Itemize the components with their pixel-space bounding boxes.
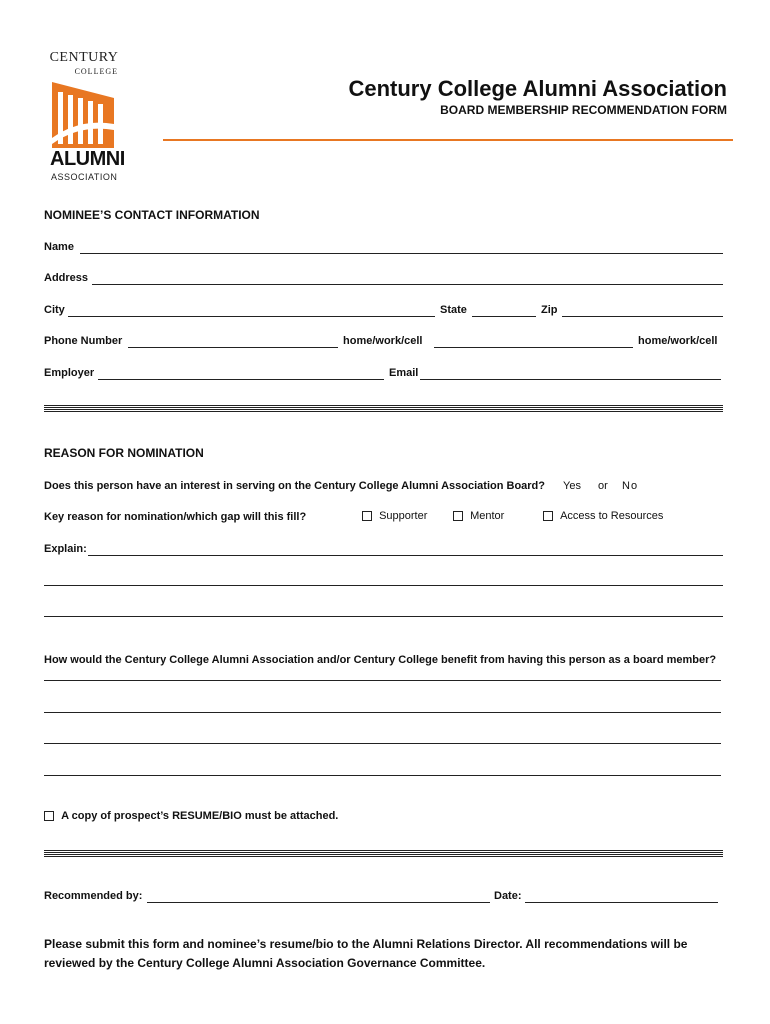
phone-field-2[interactable] [434, 347, 633, 348]
mentor-checkbox[interactable] [453, 511, 463, 521]
no-option[interactable]: No [622, 480, 639, 492]
logo-word-century: CENTURY [49, 50, 119, 65]
section-divider-1 [44, 405, 723, 413]
benefit-line-4[interactable] [44, 775, 721, 776]
state-field[interactable] [472, 316, 536, 317]
explain-label: Explain: [44, 543, 87, 555]
header-accent-line [163, 139, 733, 141]
employer-label: Employer [44, 367, 95, 379]
explain-line-2[interactable] [44, 585, 723, 586]
access-label: Access to Resources [560, 510, 664, 522]
building-icon [50, 78, 116, 148]
recommended-by-label: Recommended by: [44, 890, 143, 902]
form-subtitle: BOARD MEMBERSHIP RECOMMENDATION FORM [440, 103, 727, 117]
key-reason-question: Key reason for nomination/which gap will this fill? [44, 511, 307, 523]
closing-instructions: Please submit this form and nominee’s resume/bio to the Alumni Relations Director. All recommendations will be reviewed by the Century College Alumni Association Governance Committee. [44, 937, 688, 970]
address-label: Address [44, 272, 89, 284]
contact-heading: NOMINEE’S CONTACT INFORMATION [44, 208, 260, 222]
century-college-logo [48, 50, 125, 184]
resume-checkbox[interactable] [44, 811, 54, 821]
email-field[interactable] [420, 379, 721, 380]
explain-line-3[interactable] [44, 616, 723, 617]
yes-option[interactable]: Yes [563, 480, 581, 492]
phone-field-1[interactable] [128, 347, 338, 348]
resume-note [44, 810, 338, 822]
zip-label: Zip [541, 304, 558, 316]
state-label: State [440, 304, 467, 316]
email-label: Email [389, 367, 419, 379]
phone-type-2: home/work/cell [638, 335, 718, 347]
form-title: Century College Alumni Association [348, 76, 727, 101]
reason-heading: REASON FOR NOMINATION [44, 446, 204, 460]
supporter-checkbox[interactable] [362, 511, 372, 521]
benefit-line-3[interactable] [44, 743, 721, 744]
mentor-label: Mentor [470, 510, 505, 522]
name-field[interactable] [80, 253, 723, 254]
zip-field[interactable] [562, 316, 723, 317]
interest-question: Does this person have an interest in serving on the Century College Alumni Association Board? [44, 480, 545, 492]
employer-field[interactable] [98, 379, 384, 380]
supporter-option[interactable] [362, 510, 427, 522]
explain-line-1[interactable] [88, 555, 723, 556]
city-label: City [44, 304, 65, 316]
benefit-line-1[interactable] [44, 680, 721, 681]
recommended-by-field[interactable] [147, 902, 490, 903]
logo-word-college: COLLEGE [74, 67, 118, 76]
name-label: Name [44, 241, 74, 253]
date-field[interactable] [525, 902, 718, 903]
mentor-option[interactable] [453, 510, 504, 522]
phone-label: Phone Number [44, 335, 123, 347]
access-option[interactable] [543, 510, 663, 522]
date-label: Date: [494, 890, 522, 902]
city-field[interactable] [68, 316, 435, 317]
or-text: or [598, 480, 608, 492]
section-divider-2 [44, 850, 723, 858]
benefit-line-2[interactable] [44, 712, 721, 713]
phone-type-1: home/work/cell [343, 335, 423, 347]
benefit-question: How would the Century College Alumni Association and/or Century College benefit from having this person as a board member? [44, 654, 717, 666]
logo-word-association: ASSOCIATION [51, 172, 118, 182]
supporter-label: Supporter [379, 510, 428, 522]
address-field[interactable] [92, 284, 723, 285]
access-checkbox[interactable] [543, 511, 553, 521]
logo-word-alumni: ALUMNI [50, 148, 125, 170]
resume-note-text: A copy of prospect’s RESUME/BIO must be attached. [61, 810, 339, 822]
